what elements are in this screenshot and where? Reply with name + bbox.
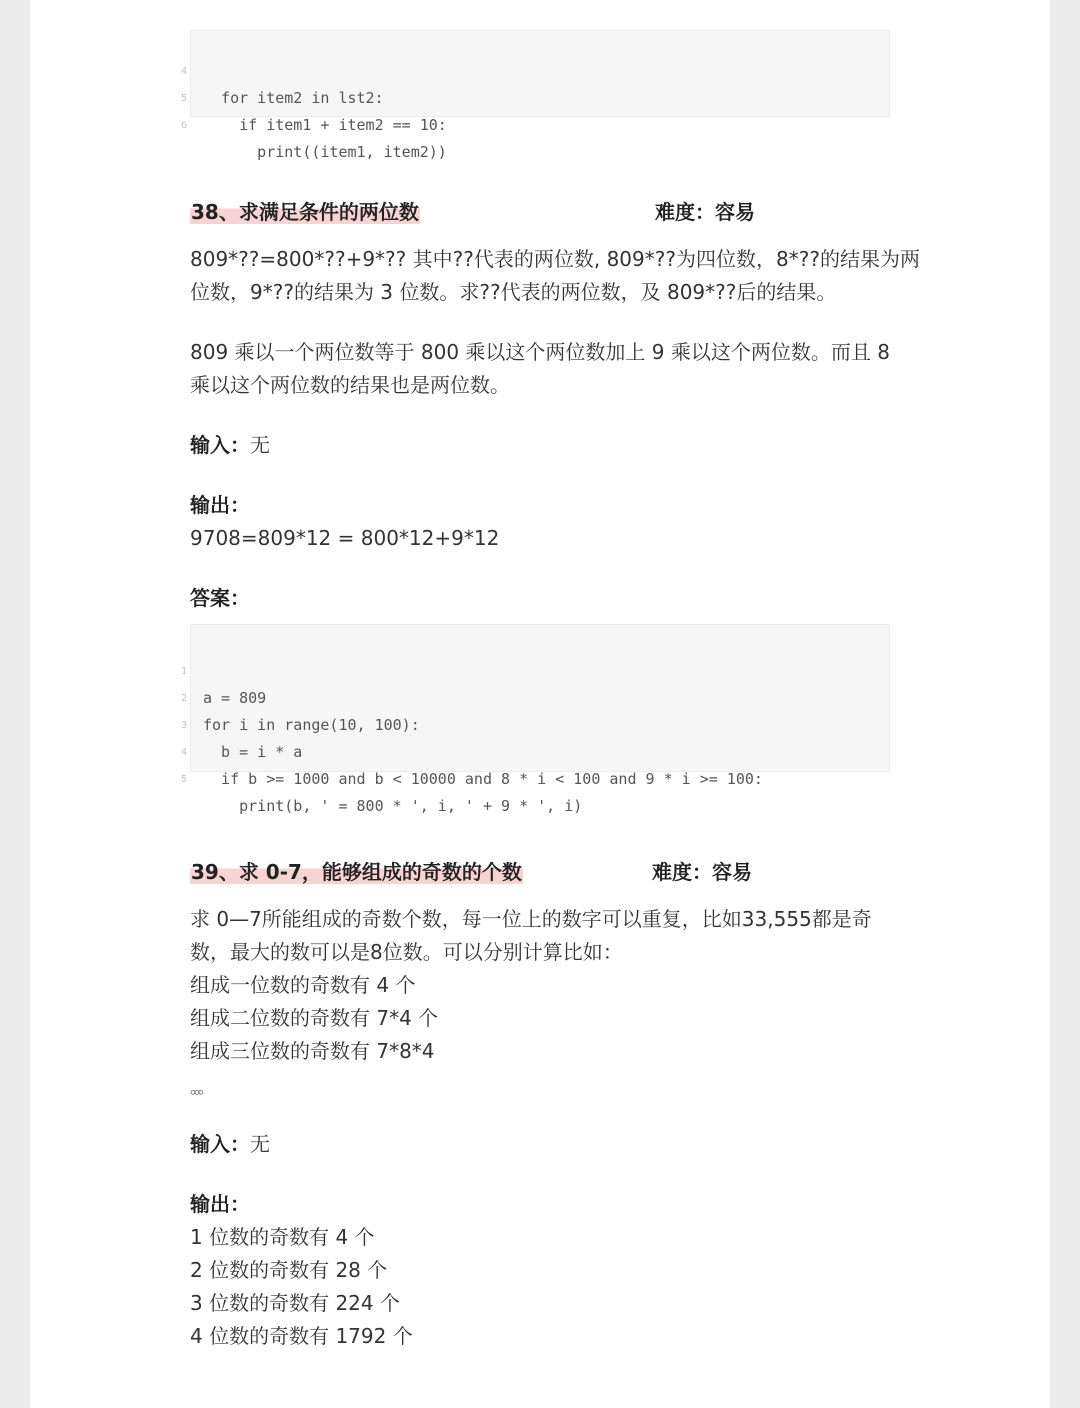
q38-output-label: 输出： [190, 493, 250, 517]
line-number: 5 [180, 93, 187, 104]
q39-output-line: 3 位数的奇数有 224 个 [190, 1291, 400, 1315]
code-text: for i in range(10, 100): [203, 716, 420, 734]
q39-output-line: 4 位数的奇数有 1792 个 [190, 1324, 413, 1348]
q39-difficulty: 难度：容易 [652, 860, 752, 884]
line-number: 3 [180, 720, 187, 731]
q38-title-text: 38、求满足条件的两位数 [191, 200, 419, 224]
code-text: print((item1, item2)) [203, 143, 447, 161]
q39-description-line: 数，最大的数可以是8位数。可以分别计算比如： [190, 940, 623, 964]
input-label: 输入： [190, 1132, 250, 1156]
q39-input [190, 1128, 270, 1161]
q38-title [190, 197, 420, 227]
code-text: if b >= 1000 and b < 10000 and 8 * i < 100 and 9 * i >= 100: [203, 770, 763, 788]
input-value: 无 [250, 1132, 270, 1156]
line-number: 4 [180, 66, 187, 77]
code-line [180, 631, 267, 707]
code-text: b = i * a [203, 743, 303, 761]
q39-output-label: 输出： [190, 1192, 250, 1216]
q38-description-line: 809*??=800*??+9*?? 其中??代表的两位数, 809*??为四位数，8*??的结果为两 [190, 247, 920, 271]
q39-title [190, 857, 523, 887]
code-block-top [180, 30, 890, 161]
q39-title-text: 39、求 0-7，能够组成的奇数的个数 [191, 860, 522, 884]
q38-difficulty: 难度：容易 [655, 200, 755, 224]
line-number: 4 [180, 747, 187, 758]
q38-description-line: 位数，9*??的结果为 3 位数。求??代表的两位数，及 809*??后的结果。 [190, 280, 837, 304]
code-text: if item1 + item2 == 10: [203, 116, 447, 134]
q39-description-line: 组成二位数的奇数有 7*4 个 [190, 1006, 439, 1030]
line-number: 5 [180, 774, 187, 785]
q39-ellipsis: 。。。 [190, 1078, 211, 1097]
code-line [180, 31, 384, 107]
q39-description-line: 组成一位数的奇数有 4 个 [190, 973, 416, 997]
q38-code-block [180, 624, 890, 815]
code-text: a = 809 [203, 689, 267, 707]
code-text: print(b, ' = 800 * ', i, ' + 9 * ', i) [203, 797, 583, 815]
q39-output-line: 1 位数的奇数有 4 个 [190, 1225, 375, 1249]
input-value: 无 [250, 433, 270, 457]
q38-explanation-line: 809 乘以一个两位数等于 800 乘以这个两位数加上 9 乘以这个两位数。而且 8 [190, 340, 890, 364]
q38-answer-label: 答案： [190, 586, 250, 610]
q39-output-line: 2 位数的奇数有 28 个 [190, 1258, 388, 1282]
q38-input [190, 429, 270, 462]
input-label: 输入： [190, 433, 250, 457]
q39-description-line: 求 0—7所能组成的奇数个数，每一位上的数字可以重复，比如33,555都是奇 [190, 907, 872, 931]
q38-output-value: 9708=809*12 = 800*12+9*12 [190, 526, 500, 550]
line-number: 2 [180, 693, 187, 704]
q39-description-line: 组成三位数的奇数有 7*8*4 [190, 1039, 435, 1063]
line-number: 1 [180, 666, 187, 677]
line-number: 6 [180, 120, 187, 131]
code-text: for item2 in lst2: [203, 89, 384, 107]
q38-explanation-line: 乘以这个两位数的结果也是两位数。 [190, 373, 510, 397]
